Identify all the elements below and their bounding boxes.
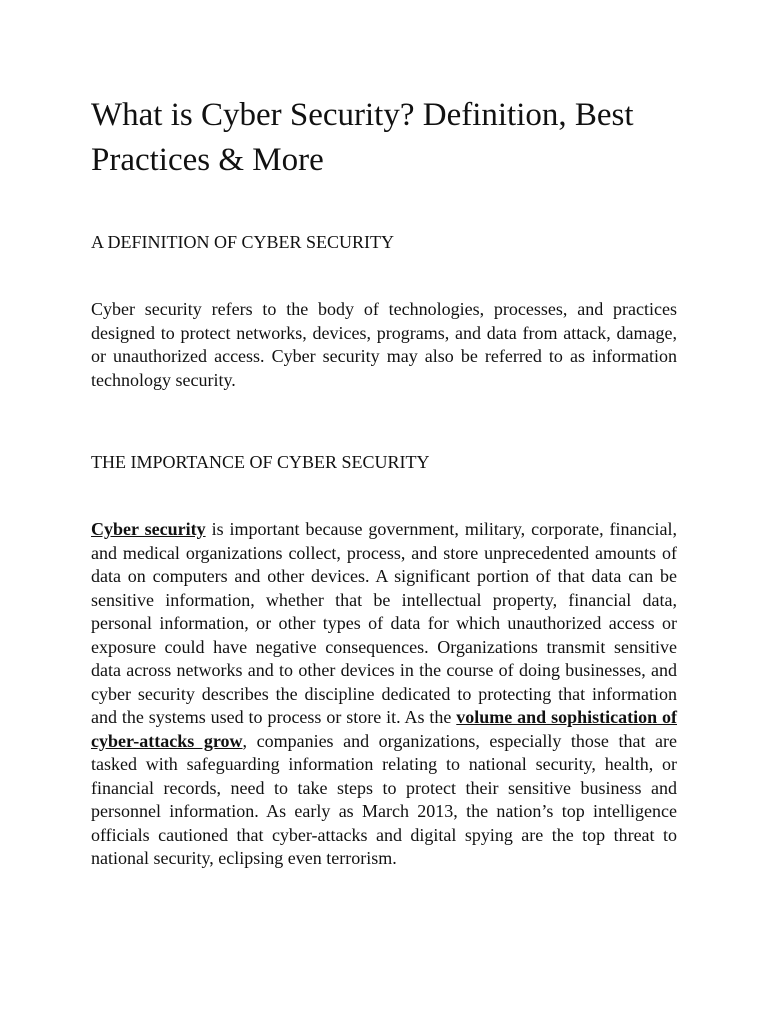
paragraph-text-part-1: is important because government, military, corporate, financial, and medical organizations collect, process, and store unprecedented amounts of data on computers and other devices. A significant portion of that data can be sensitive information, whether that be intellectual property, financial data, personal information, or other types of data for which unauthorized access or exposure could have negative consequences. Organizations transmit sensitive data across networks and to other devices in the course of doing businesses, and cyber security describes the discipline dedicated to protecting that information and the systems used to process or store it. As the [91, 519, 677, 727]
cyber-security-link[interactable]: Cyber security [91, 519, 206, 539]
cyber-attacks-growth-link[interactable]: volume and sophistication of cyber-attacks grow [91, 707, 677, 751]
paragraph-importance [91, 518, 677, 871]
section-heading-importance: THE IMPORTANCE OF CYBER SECURITY [91, 452, 430, 472]
section-heading-definition: A DEFINITION OF CYBER SECURITY [91, 232, 395, 252]
document-title: What is Cyber Security? Definition, Best Practices & More [91, 97, 634, 178]
paragraph-definition: Cyber security refers to the body of technologies, processes, and practices designed to protect networks, devices, programs, and data from attack, damage, or unauthorized access. Cyber security may also be referred to as information technology security. [91, 299, 677, 390]
paragraph-text-part-2: , companies and organizations, especially those that are tasked with safeguarding information relating to national security, health, or financial records, need to take steps to protect their sensitive business and personnel information. As early as March 2013, the nation’s top intelligence officials cautioned that cyber-attacks and digital spying are the top threat to national security, eclipsing even terrorism. [91, 730, 677, 868]
